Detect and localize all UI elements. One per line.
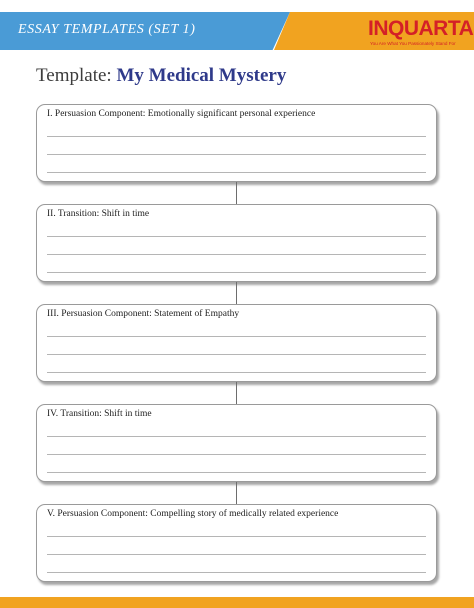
writing-line[interactable] xyxy=(47,336,426,337)
writing-line[interactable] xyxy=(47,236,426,237)
writing-line[interactable] xyxy=(47,172,426,173)
title-name: My Medical Mystery xyxy=(116,65,287,86)
writing-line[interactable] xyxy=(47,554,426,555)
section-label: IV. Transition: Shift in time xyxy=(47,409,152,419)
section-label: I. Persuasion Component: Emotionally significant personal experience xyxy=(47,109,316,119)
banner-title: ESSAY TEMPLATES (SET 1) xyxy=(18,22,196,37)
writing-line[interactable] xyxy=(47,572,426,573)
section-label: III. Persuasion Component: Statement of Empathy xyxy=(47,309,240,319)
writing-line[interactable] xyxy=(47,254,426,255)
header-banner xyxy=(0,12,474,50)
writing-line[interactable] xyxy=(47,536,426,537)
writing-line[interactable] xyxy=(47,472,426,473)
writing-line[interactable] xyxy=(47,136,426,137)
writing-line[interactable] xyxy=(47,436,426,437)
writing-line[interactable] xyxy=(47,354,426,355)
logo-uarta: UARTA xyxy=(403,17,474,40)
writing-line[interactable] xyxy=(47,372,426,373)
connector-line xyxy=(236,382,237,404)
section-box-1 xyxy=(36,104,437,182)
logo-q: Q xyxy=(388,17,404,40)
section-label: II. Transition: Shift in time xyxy=(47,209,150,219)
section-box-4 xyxy=(36,404,437,482)
logo-tagline: You Are What You Passionately Stand For xyxy=(370,41,456,46)
connector-line xyxy=(236,482,237,504)
title-prefix: Template: xyxy=(36,65,112,86)
connector-line xyxy=(236,182,237,204)
page-title xyxy=(36,65,286,87)
writing-line[interactable] xyxy=(47,154,426,155)
logo-wordmark xyxy=(368,17,473,41)
footer-bar xyxy=(0,597,474,608)
inquarta-logo xyxy=(368,17,474,49)
connector-line xyxy=(236,282,237,304)
section-box-2 xyxy=(36,204,437,282)
section-box-3 xyxy=(36,304,437,382)
section-label: V. Persuasion Component: Compelling story of medically related experience xyxy=(47,509,339,519)
writing-line[interactable] xyxy=(47,272,426,273)
section-box-5 xyxy=(36,504,437,582)
writing-line[interactable] xyxy=(47,454,426,455)
logo-in: IN xyxy=(368,17,388,40)
